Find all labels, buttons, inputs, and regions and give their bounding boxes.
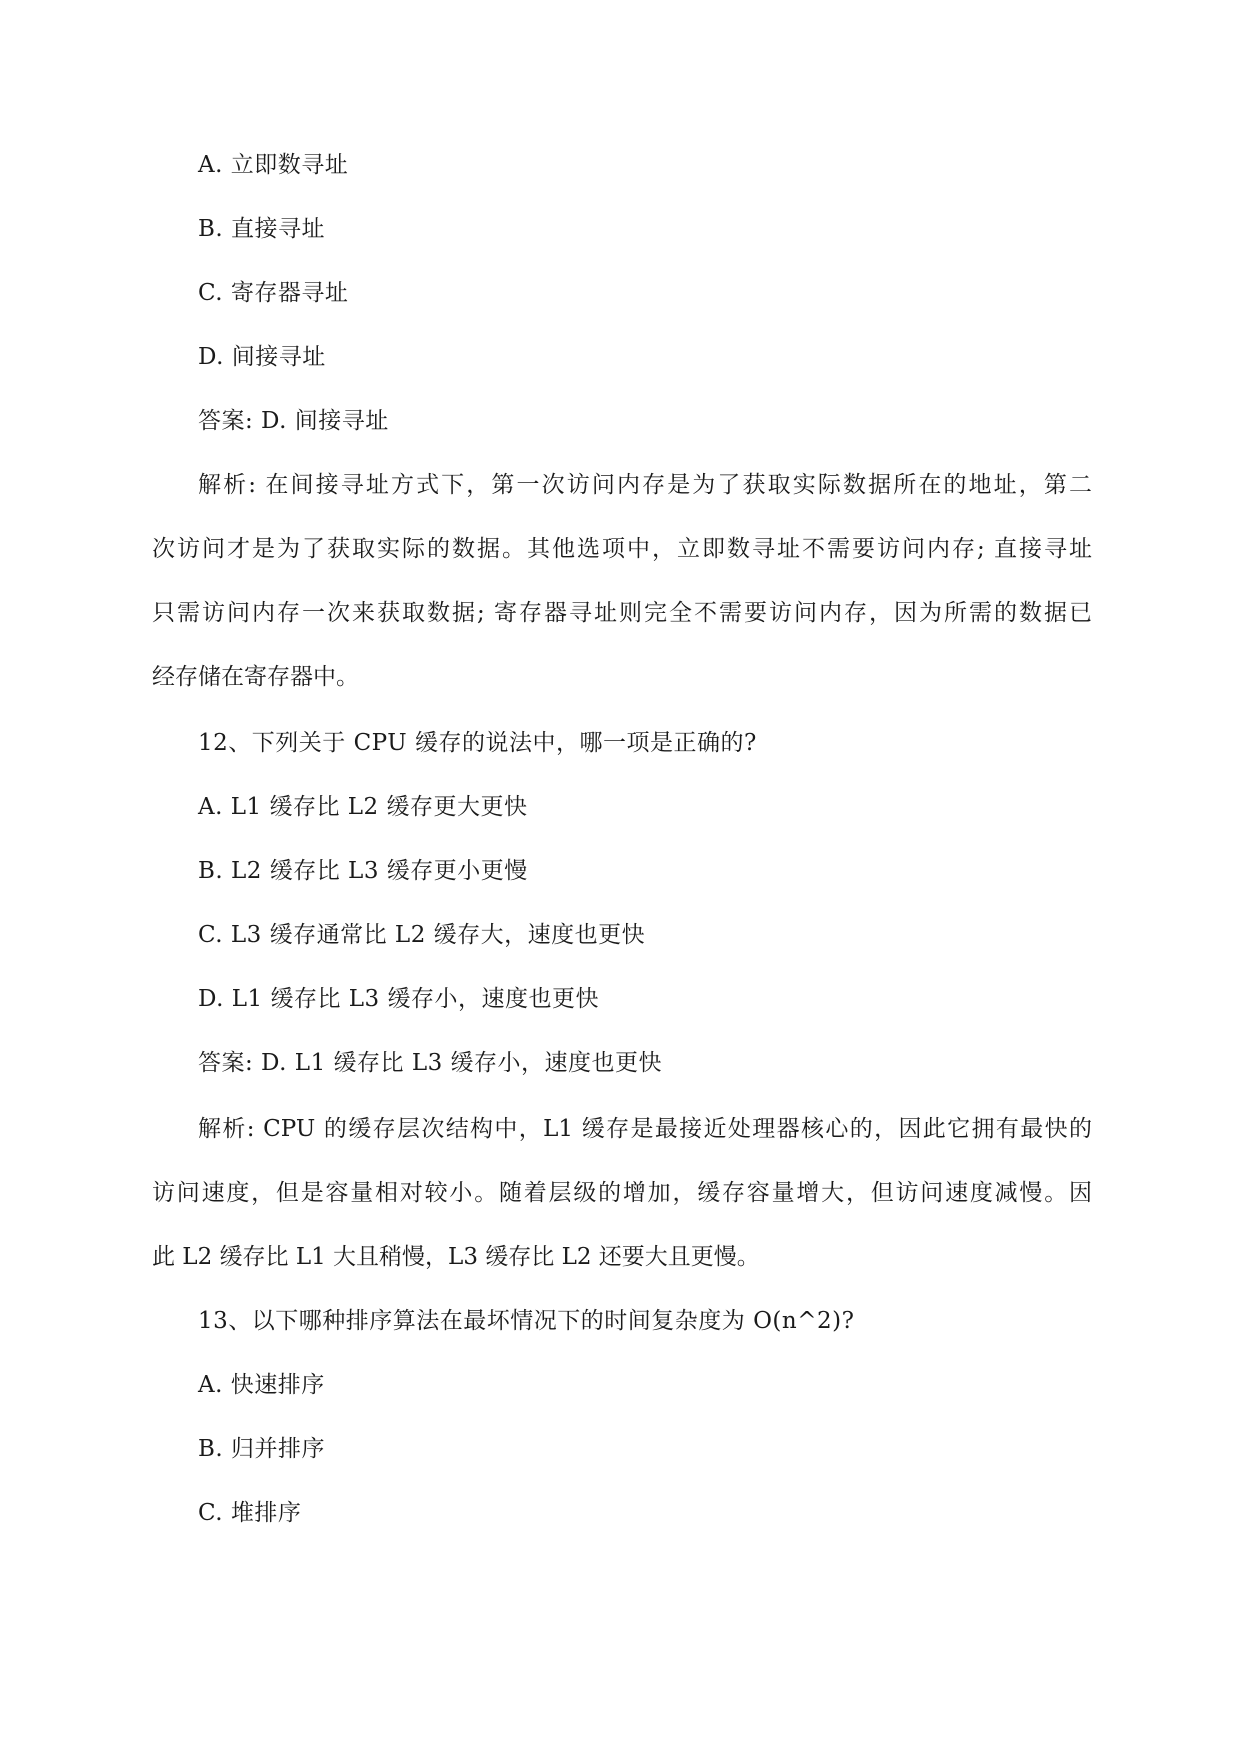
q13-question: 13、以下哪种排序算法在最坏情况下的时间复杂度为 O(n^2)? <box>198 1308 855 1334</box>
q11-answer: 答案: D. 间接寻址 <box>198 408 389 434</box>
q11-option-d: D. 间接寻址 <box>198 344 326 370</box>
q11-option-a: A. 立即数寻址 <box>198 152 349 178</box>
q11-option-c: C. 寄存器寻址 <box>198 280 349 306</box>
q12-option-b: B. L2 缓存比 L3 缓存更小更慢 <box>198 858 528 884</box>
q11-analysis-line-3: 只需访问内存一次来获取数据; 寄存器寻址则完全不需要访问内存，因为所需的数据已 <box>152 600 1092 626</box>
q12-option-d: D. L1 缓存比 L3 缓存小，速度也更快 <box>198 986 599 1012</box>
q12-analysis-line-3: 此 L2 缓存比 L1 大且稍慢，L3 缓存比 L2 还要大且更慢。 <box>152 1244 760 1270</box>
q13-option-a: A. 快速排序 <box>198 1372 325 1398</box>
q12-analysis-line-2: 访问速度，但是容量相对较小。随着层级的增加，缓存容量增大，但访问速度减慢。因 <box>152 1180 1092 1206</box>
q13-option-b: B. 归并排序 <box>198 1436 326 1462</box>
q12-option-a: A. L1 缓存比 L2 缓存更大更快 <box>198 794 528 820</box>
q13-option-c: C. 堆排序 <box>198 1500 302 1526</box>
q12-answer: 答案: D. L1 缓存比 L3 缓存小，速度也更快 <box>198 1050 663 1076</box>
q11-option-b: B. 直接寻址 <box>198 216 326 242</box>
q12-analysis-line-1: 解析: CPU 的缓存层次结构中，L1 缓存是最接近处理器核心的，因此它拥有最快的 <box>198 1116 1092 1142</box>
q12-question: 12、下列关于 CPU 缓存的说法中，哪一项是正确的? <box>198 730 757 756</box>
q11-analysis-line-2: 次访问才是为了获取实际的数据。其他选项中，立即数寻址不需要访问内存; 直接寻址 <box>152 536 1092 562</box>
q11-analysis-line-4: 经存储在寄存器中。 <box>152 664 359 690</box>
q12-option-c: C. L3 缓存通常比 L2 缓存大，速度也更快 <box>198 922 646 948</box>
q11-analysis-line-1: 解析: 在间接寻址方式下，第一次访问内存是为了获取实际数据所在的地址，第二 <box>198 472 1092 498</box>
